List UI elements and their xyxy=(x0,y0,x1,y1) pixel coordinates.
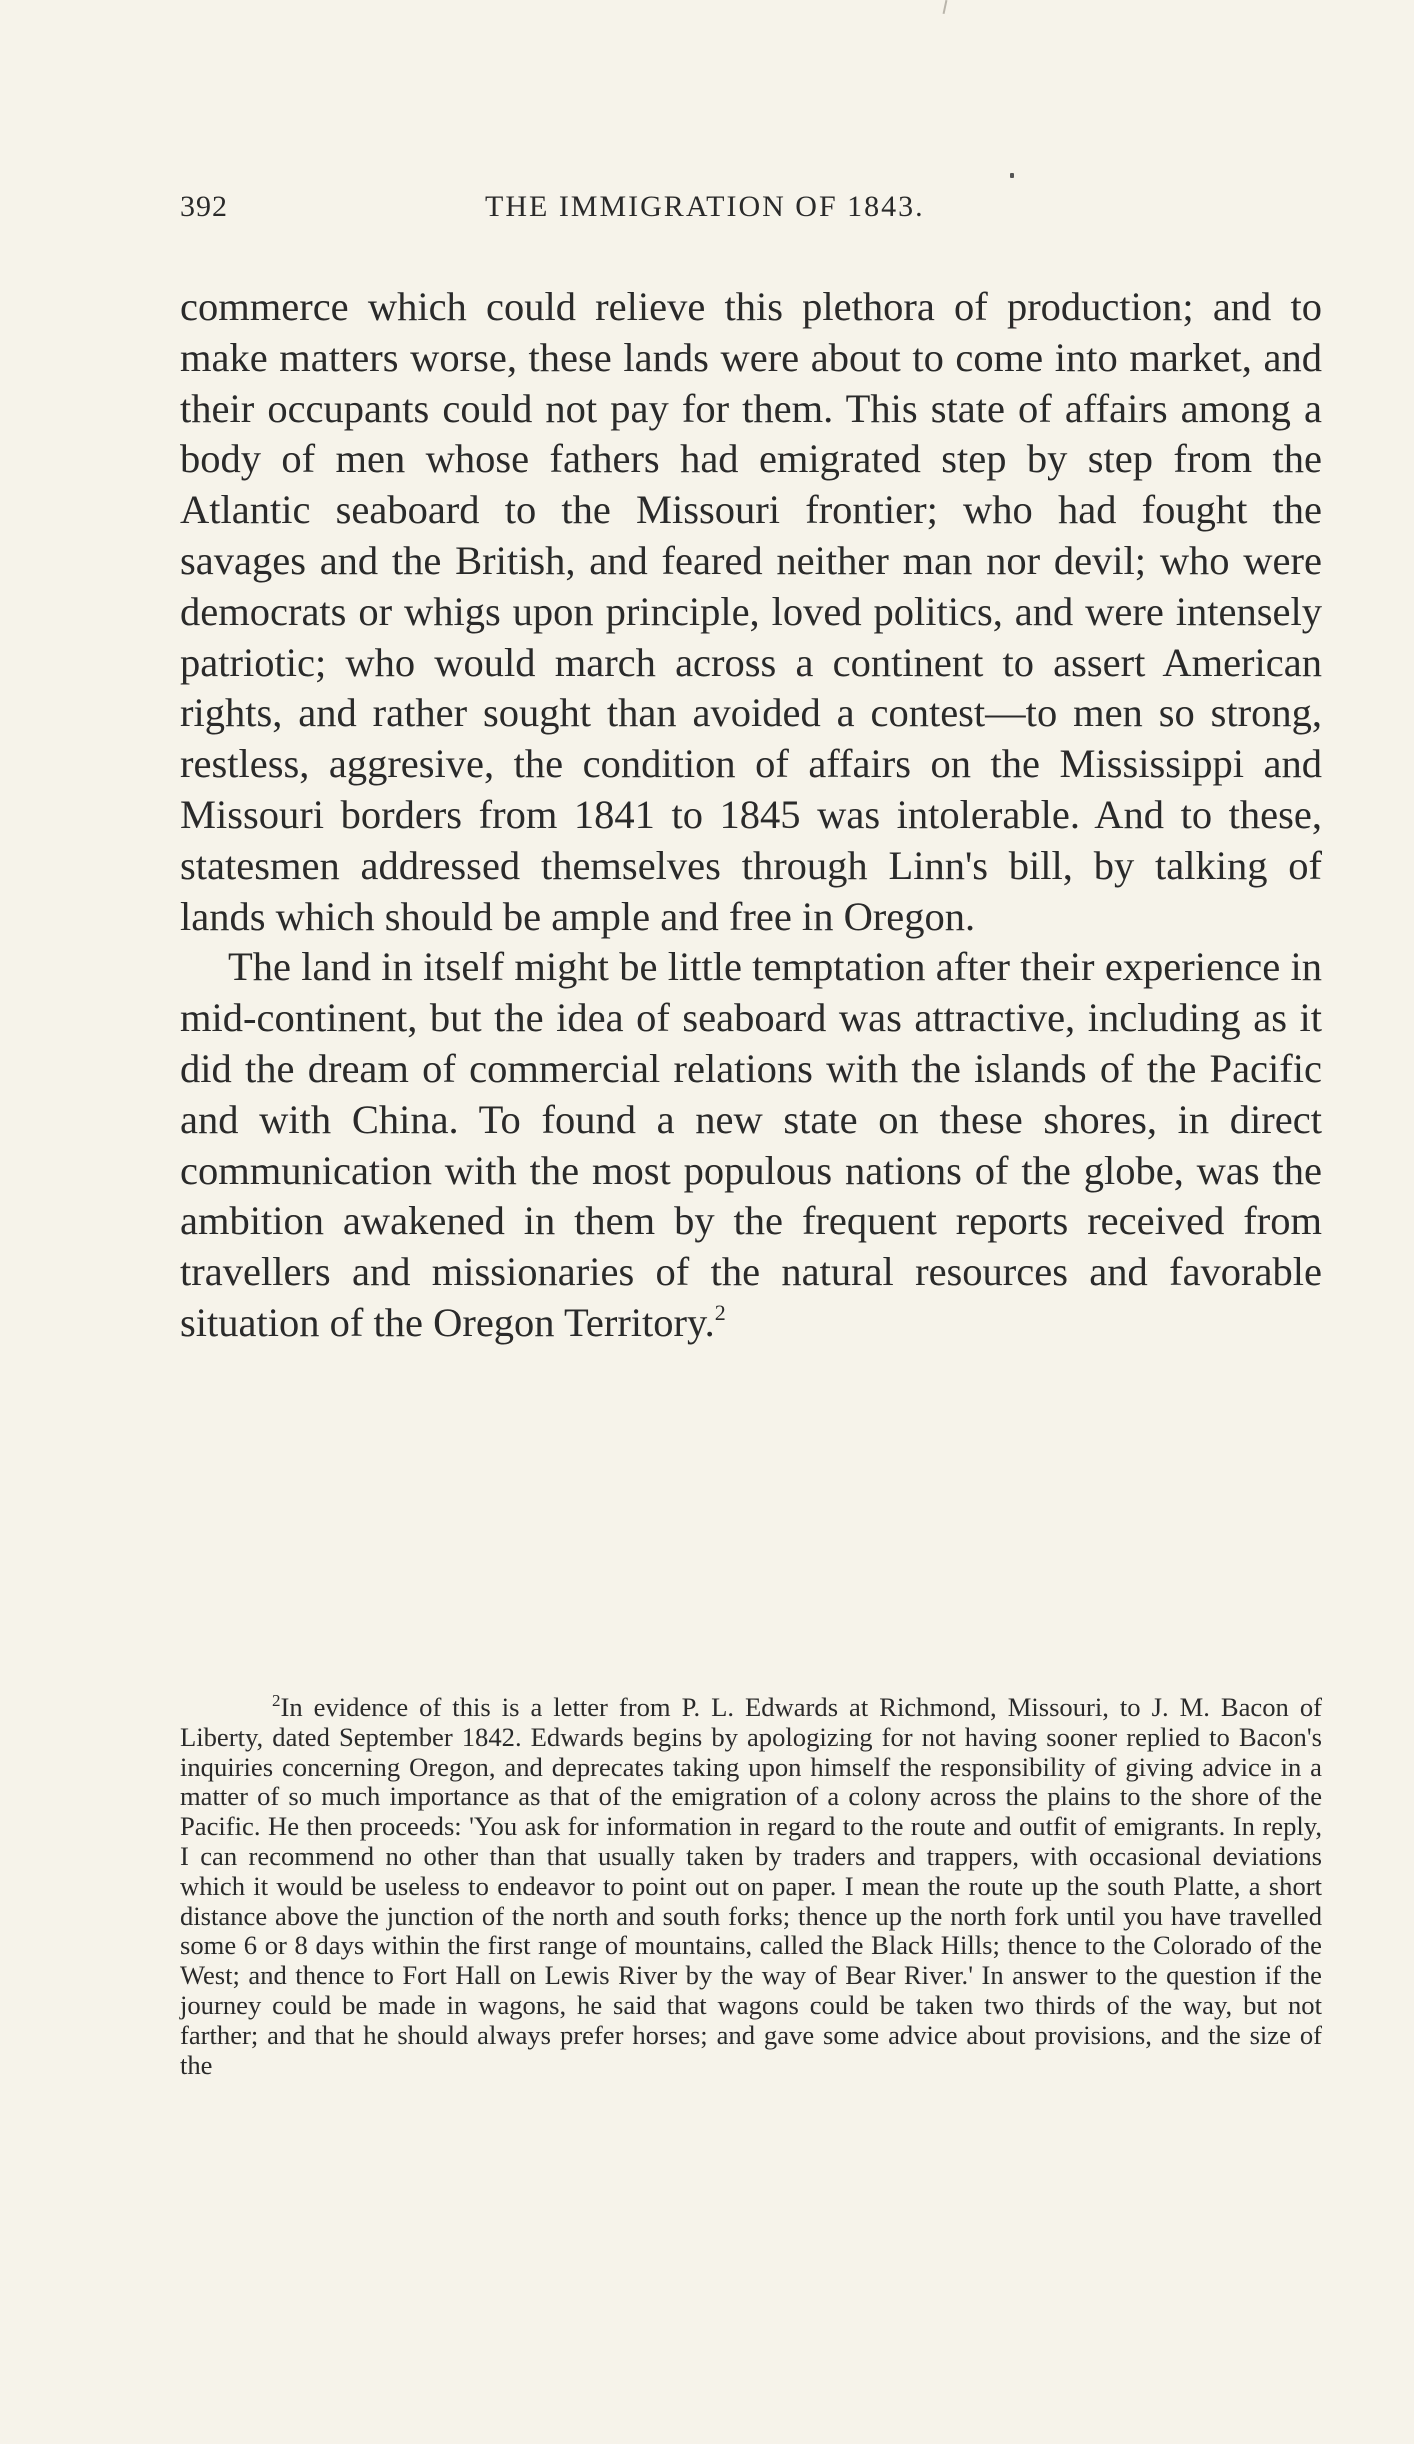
paragraph-2-text: The land in itself might be little temptation after their experience in mid-continent, but the idea of seaboard was attractive, including as it did the dream of commercial relations with the islands of the Pacific and with China. To found a new state on these shores, in direct communication with the most populous nations of the globe, was the ambition awakened in them by the frequent reports received from travellers and missionaries of the natural resources and favorable situation of the Oregon Territory. xyxy=(180,944,1322,1345)
scan-mark xyxy=(943,0,948,14)
scan-dot xyxy=(1010,173,1014,178)
body-text xyxy=(180,282,1322,1349)
paragraph-2 xyxy=(180,942,1322,1348)
running-head: THE IMMIGRATION OF 1843. xyxy=(485,190,925,223)
page-header xyxy=(180,190,1320,240)
footnote-text: In evidence of this is a letter from P. L. Edwards at Richmond, Missouri, to J. M. Bacon of Liberty, dated September 1842. Edwards begins by apologizing for not having sooner replied to Bacon's inquiries concerning Oregon, and deprecates taking upon himself the responsibility of giving advice in a matter of so much importance as that of the emigration of a colony across the plains to the shore of the Pacific. He then proceeds: 'You ask for information in regard to the route and outfit of emigrants. In reply, I can recommend no other than that usually taken by traders and trappers, with occasional deviations which it would be useless to endeavor to point out on paper. I mean the route up the south Platte, a short distance above the junction of the north and south forks; thence up the north fork until you have travelled some 6 or 8 days within the first range of mountains, called the Black Hills; thence to the Colorado of the West; and thence to Fort Hall on Lewis River by the way of Bear River.' In answer to the question if the journey could be made in wagons, he said that wagons could be taken two thirds of the way, but not farther; and that he should always prefer horses; and gave some advice about provisions, and the size of the xyxy=(180,1692,1322,2080)
footnote xyxy=(180,1693,1322,2080)
paragraph-1: commerce which could relieve this plethora of production; and to make matters worse, these lands were about to come into market, and their occupants could not pay for them. This state of affairs among a body of men whose fathers had emigrated step by step from the Atlantic seaboard to the Missouri frontier; who had fought the savages and the British, and feared neither man nor devil; who were democrats or whigs upon principle, loved politics, and were intensely patriotic; who would march across a continent to assert American rights, and rather sought than avoided a contest—to men so strong, restless, aggresive, the condition of affairs on the Mississippi and Missouri borders from 1841 to 1845 was intolerable. And to these, statesmen addressed themselves through Linn's bill, by talking of lands which should be ample and free in Oregon. xyxy=(180,284,1322,939)
footnote-reference: 2 xyxy=(714,1299,726,1325)
footnote-marker: 2 xyxy=(272,1691,281,1710)
page-number: 392 xyxy=(180,190,228,223)
